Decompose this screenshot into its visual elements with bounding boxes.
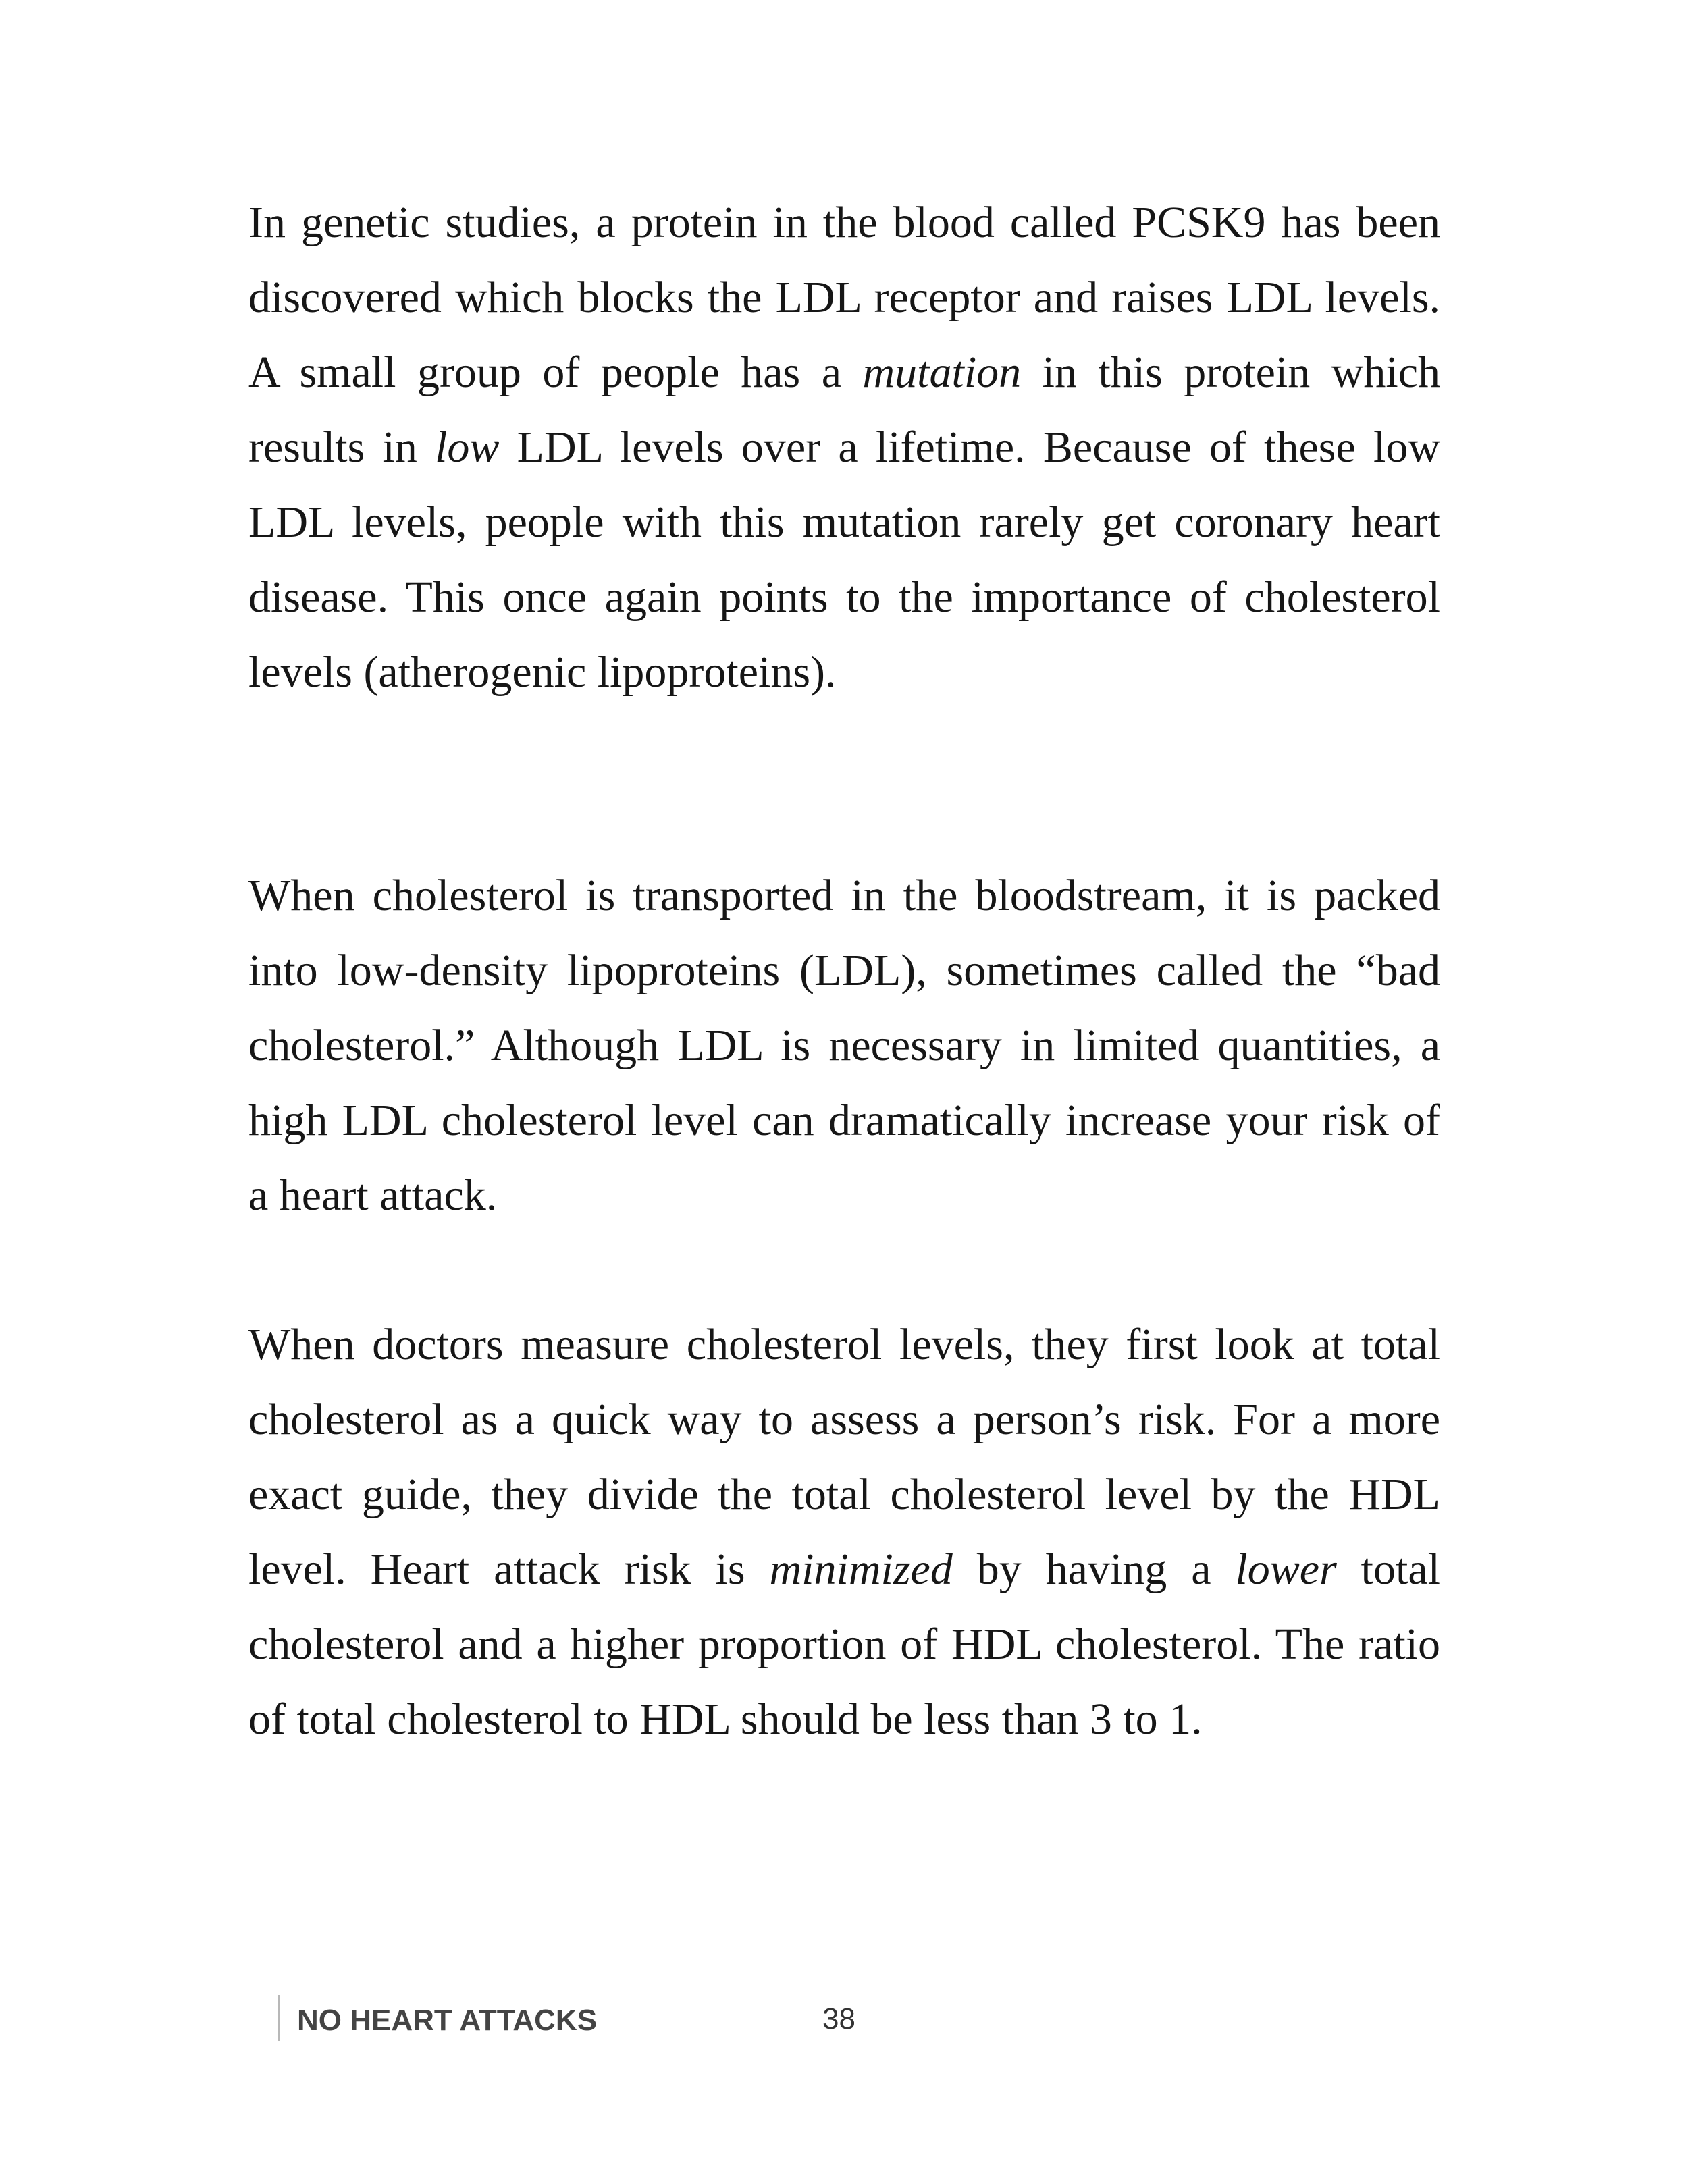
paragraph-text xyxy=(248,1307,1440,1757)
text-segment: When doctors measure cholesterol levels, they first look at total cholesterol as a quick way to assess a person’s risk. For a more exact guide, they divide the total cholesterol level by the HDL level. Heart attack risk is xyxy=(248,1320,1440,1594)
paragraph-text xyxy=(248,185,1440,710)
paragraph-text xyxy=(248,858,1440,1233)
italic-segment: minimized xyxy=(769,1545,953,1594)
text-segment: When cholesterol is transported in the bloodstream, it is packed into low-density lipoproteins (LDL), sometimes called the “bad cholesterol.” Although LDL is necessary in limited quantities, a high LDL cholesterol level can dramatically increase your risk of a heart attack. xyxy=(248,871,1440,1220)
footer-page-number: 38 xyxy=(822,2002,855,2035)
paragraph-ldl-transport xyxy=(248,858,1440,1233)
footer-divider xyxy=(278,1995,280,2041)
text-segment: in this protein which results in xyxy=(248,348,1440,472)
paragraph-pcsk9 xyxy=(248,185,1440,710)
text-segment: by having a xyxy=(952,1545,1236,1594)
text-segment: total cholesterol and a higher proportion of HDL cholesterol. The ratio of total cholesterol to HDL should be less than 3 to 1. xyxy=(248,1545,1440,1744)
text-segment: LDL levels over a lifetime. Because of these low LDL levels, people with this mutation rarely get coronary heart disease. This once again points to the importance of cholesterol levels (atherogenic lipoproteins). xyxy=(248,423,1440,697)
italic-segment: low xyxy=(435,423,500,472)
italic-segment: mutation xyxy=(862,348,1022,397)
footer-book-title: NO HEART ATTACKS xyxy=(297,2004,598,2037)
text-segment: In genetic studies, a protein in the blood called PCSK9 has been discovered which blocks the LDL receptor and raises LDL levels. A small group of people has a xyxy=(248,198,1440,397)
paragraph-cholesterol-ratio xyxy=(248,1307,1440,1757)
italic-segment: lower xyxy=(1235,1545,1337,1594)
